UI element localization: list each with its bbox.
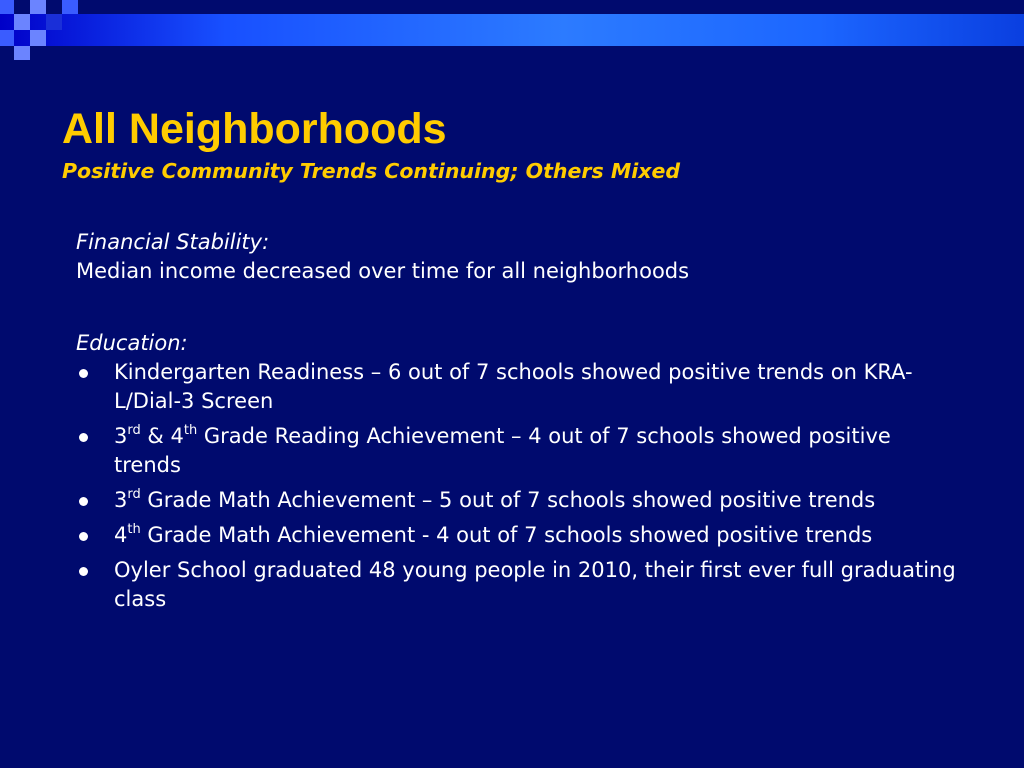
list-item-text: Grade Math Achievement - 4 out of 7 schools showed positive trends bbox=[140, 523, 873, 547]
grade-number: 3 bbox=[114, 424, 128, 448]
conjunction: & bbox=[140, 424, 171, 448]
bullet-icon bbox=[79, 433, 88, 442]
list-item-text: Grade Reading Achievement – 4 out of 7 schools showed positive trends bbox=[114, 424, 891, 477]
bullet-icon bbox=[79, 532, 88, 541]
slide-title: All Neighborhoods bbox=[62, 105, 447, 153]
list-item bbox=[76, 358, 956, 416]
education-heading: Education: bbox=[76, 331, 188, 355]
list-item bbox=[76, 556, 956, 614]
slide-subtitle: Positive Community Trends Continuing; Others Mixed bbox=[62, 159, 681, 183]
slide-content bbox=[76, 228, 956, 620]
list-item-text: Oyler School graduated 48 young people in 2010, their first ever full graduating class bbox=[114, 558, 956, 611]
ordinal-suffix: th bbox=[183, 423, 198, 438]
header-band bbox=[0, 14, 1024, 46]
ordinal-suffix: rd bbox=[127, 487, 141, 502]
ordinal-suffix: rd bbox=[127, 423, 141, 438]
decor-square bbox=[0, 0, 14, 14]
ordinal-suffix: th bbox=[127, 522, 141, 537]
grade-number: 4 bbox=[114, 523, 128, 547]
list-item bbox=[76, 486, 956, 515]
financial-heading: Financial Stability: bbox=[76, 230, 270, 254]
decor-square bbox=[14, 46, 30, 60]
financial-text: Median income decreased over time for all neighborhoods bbox=[76, 259, 690, 283]
list-item-text: Kindergarten Readiness – 6 out of 7 schools showed positive trends on KRA-L/Dial-3 Screen bbox=[114, 360, 913, 413]
decor-square bbox=[14, 14, 30, 30]
list-item-text: Grade Math Achievement – 5 out of 7 schools showed positive trends bbox=[140, 488, 876, 512]
decor-square bbox=[62, 0, 78, 14]
education-list bbox=[76, 358, 956, 614]
bullet-icon bbox=[79, 567, 88, 576]
grade-number: 3 bbox=[114, 488, 128, 512]
list-item bbox=[76, 521, 956, 550]
bullet-icon bbox=[79, 369, 88, 378]
decor-square bbox=[30, 0, 46, 14]
list-item bbox=[76, 422, 956, 480]
grade-number: 4 bbox=[170, 424, 184, 448]
decor-square bbox=[30, 30, 46, 46]
decor-square bbox=[0, 30, 14, 46]
bullet-icon bbox=[79, 497, 88, 506]
decor-square bbox=[46, 14, 62, 30]
